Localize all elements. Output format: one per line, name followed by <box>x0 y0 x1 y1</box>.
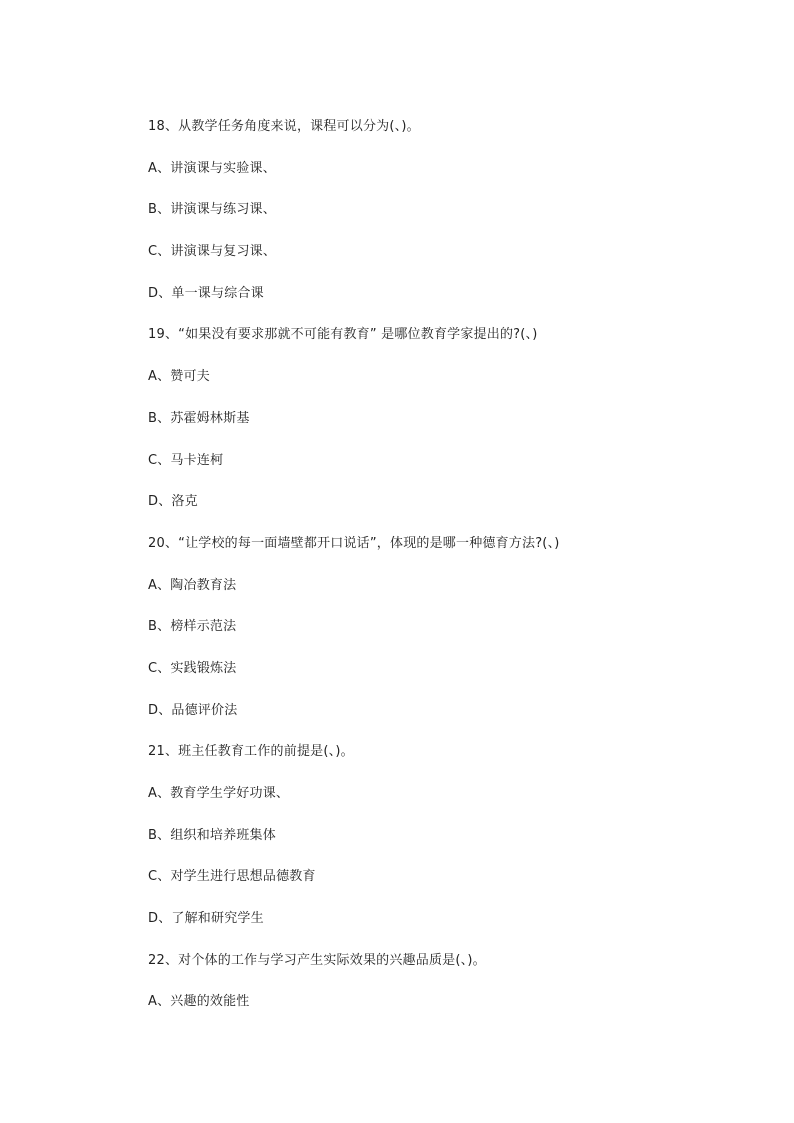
question-20-stem: 20、“让学校的每一面墙壁都开口说话”，体现的是哪一种德育方法?(、) <box>148 535 560 551</box>
question-21-option-d: D、了解和研究学生 <box>148 911 264 927</box>
question-18-option-c: C、讲演课与复习课、 <box>148 244 277 260</box>
question-21-option-a: A、教育学生学好功课、 <box>148 786 290 801</box>
question-21-option-b: B、组织和培养班集体 <box>148 827 276 843</box>
question-18-option-d: D、单一课与综合课 <box>148 285 264 301</box>
question-19-stem: 19、“如果没有要求那就不可能有教育” 是哪位教育学家提出的?(、) <box>148 327 538 343</box>
question-18-option-a: A、讲演课与实验课、 <box>148 160 276 176</box>
question-19-option-b: B、苏霍姆林斯基 <box>148 410 250 426</box>
question-18-option-b: B、讲演课与练习课、 <box>148 202 276 218</box>
question-22-option-a: A、兴趣的效能性 <box>148 994 250 1010</box>
question-20-option-b: B、榜样示范法 <box>148 619 237 635</box>
question-20-option-a: A、陶冶教育法 <box>148 577 237 593</box>
question-19-option-a: A、赞可夫 <box>148 369 210 385</box>
question-20-option-d: D、品德评价法 <box>148 702 238 718</box>
question-list <box>148 117 748 1034</box>
question-18-stem: 18、从教学任务角度来说，课程可以分为(、)。 <box>148 119 420 134</box>
question-20-option-c: C、实践锻炼法 <box>148 660 237 676</box>
question-21-option-c: C、对学生进行思想品德教育 <box>148 869 316 885</box>
question-22-stem: 22、对个体的工作与学习产生实际效果的兴趣品质是(、)。 <box>148 952 486 968</box>
question-21-stem: 21、班主任教育工作的前提是(、)。 <box>148 744 354 760</box>
question-19-option-d: D、洛克 <box>148 494 198 510</box>
question-19-option-c: C、马卡连柯 <box>148 452 224 468</box>
